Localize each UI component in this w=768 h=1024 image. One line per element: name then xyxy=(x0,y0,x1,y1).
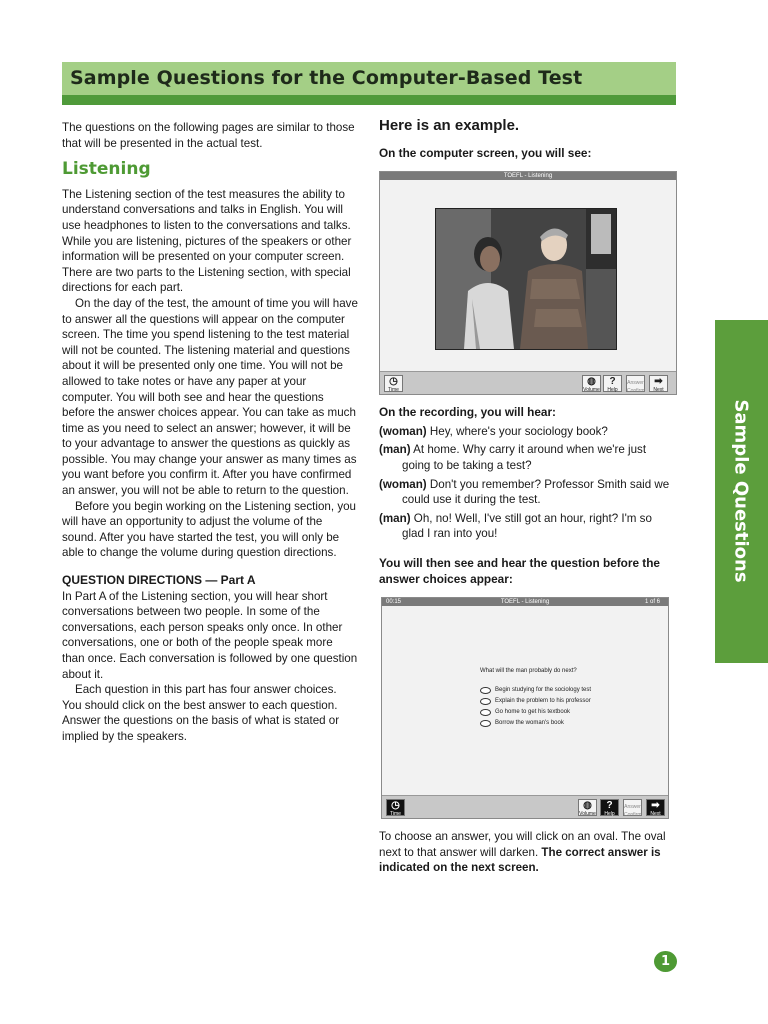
example-heading: Here is an example. xyxy=(379,117,520,134)
clock-icon: ◷ xyxy=(391,800,400,812)
speakers-photo xyxy=(435,208,617,350)
answer-confirm-button[interactable]: Answer Confirm xyxy=(626,375,645,392)
answer-option[interactable]: Explain the problem to his professor xyxy=(480,696,591,707)
left-column xyxy=(62,120,358,745)
recording-intro: On the recording, you will hear: xyxy=(379,405,556,420)
volume-icon: ◍ xyxy=(583,800,592,812)
question-text: What will the man probably do next? xyxy=(480,668,577,675)
dialog-line: (woman) Don't you remember? Professor Smith said we could use it during the test. xyxy=(379,477,670,507)
answer-option[interactable]: Go home to get his textbook xyxy=(480,707,591,718)
arrow-right-icon: ➡ xyxy=(654,376,663,388)
question-counter: 1 of 6 xyxy=(644,599,660,606)
oval-icon[interactable] xyxy=(480,687,491,694)
answer-option[interactable]: Begin studying for the sociology test xyxy=(480,685,591,696)
page-title: Sample Questions for the Computer-Based Test xyxy=(70,67,583,89)
screen-title: TOEFL - Listening xyxy=(500,599,550,606)
directions-paragraph-1: In Part A of the Listening section, you will hear short conversations between two people. In some of the conversations, each person speaks only once. In other conversations, one or both of the people speak more than once. Each conversation is followed by one question about it. xyxy=(62,589,358,681)
header-rule xyxy=(62,95,676,105)
help-button[interactable]: ? Help xyxy=(600,799,619,816)
answer-option[interactable]: Borrow the woman's book xyxy=(480,718,591,729)
closing-paragraph: To choose an answer, you will click on an oval. The oval next to that answer will darken. The correct answer is indicated on the next screen. xyxy=(379,830,666,875)
time-button[interactable]: ◷ Time xyxy=(384,375,403,392)
example-screen-question xyxy=(381,597,669,819)
page-number: 1 xyxy=(654,951,677,972)
dialog-line: (man) Oh, no! Well, I've still got an hour, right? I'm so glad I ran into you! xyxy=(379,511,652,541)
question-area xyxy=(480,666,591,729)
section-heading: Listening xyxy=(62,159,151,180)
time-button[interactable]: ◷ Time xyxy=(386,799,405,816)
directions-heading: QUESTION DIRECTIONS — Part A xyxy=(62,573,256,588)
volume-icon: ◍ xyxy=(587,376,596,388)
next-button[interactable]: ➡ Next xyxy=(646,799,665,816)
listening-paragraph-1: The Listening section of the test measures the ability to understand conversations and talks in English. You will use headphones to listen to the conversations and talks. While you are listening, pictures of the speakers or other information will be presented on your computer screen. There are two parts to the Listening section, with special directions for each part. xyxy=(62,187,352,295)
question-intro: You will then see and hear the question before the answer choices appear: xyxy=(379,555,660,586)
help-icon: ? xyxy=(606,800,613,812)
volume-button[interactable]: ◍ Volume xyxy=(579,800,596,818)
screen-intro: On the computer screen, you will see: xyxy=(379,145,592,160)
screen-toolbar xyxy=(380,371,676,394)
screen-title-bar xyxy=(380,172,676,180)
example-screen-photo xyxy=(379,171,677,395)
oval-icon[interactable] xyxy=(480,698,491,705)
right-column xyxy=(379,116,675,876)
screen-toolbar xyxy=(382,795,668,818)
screen-title: TOEFL - Listening xyxy=(503,173,553,180)
oval-icon[interactable] xyxy=(480,709,491,716)
timer: 00:15 xyxy=(386,599,402,606)
help-icon: ? xyxy=(609,376,616,388)
directions-paragraph-2: Each question in this part has four answer choices. You should click on the best answer to each question. Answer the questions on the basis of what is stated or implied by the speakers. xyxy=(62,683,340,743)
speakers-illustration xyxy=(436,209,616,349)
side-tab-label: Sample Questions xyxy=(730,399,752,583)
listening-paragraph-3: Before you begin working on the Listening section, you will have an opportunity to adjust the volume of the sound. After you have started the test, you will only be able to change the volume during question directions. xyxy=(62,499,357,560)
dialog-line: (woman) Hey, where's your sociology book? xyxy=(379,424,608,438)
arrow-right-icon: ➡ xyxy=(651,800,660,812)
screen-title-bar xyxy=(382,598,668,606)
help-button[interactable]: ? Help xyxy=(603,375,622,392)
answer-confirm-button[interactable]: Answer Confirm xyxy=(623,799,642,816)
dialog-line: (man) At home. Why carry it around when we're just going to be taking a test? xyxy=(379,443,647,472)
volume-button[interactable]: ◍ Volume xyxy=(583,376,600,394)
clock-icon: ◷ xyxy=(389,376,398,388)
next-button[interactable]: ➡ Next xyxy=(649,375,668,392)
oval-icon[interactable] xyxy=(480,720,491,727)
listening-paragraph-2: On the day of the test, the amount of time you will have to answer all the questions will appear on the computer screen. The time you spend listening to the test material will not be counted. The listening material and questions about it will be presented only one time. You will not be allowed to take notes or have any paper at your computer. You will both see and hear the questions before the answer choices appear. You can take as much time as you need to select an answer; however, it will be to your advantage to answer the questions as quickly as possible. You may change your answer as many times as you want before you confirm it. After you have confirmed an answer, you will not be able to return to the question. xyxy=(62,296,358,498)
intro-paragraph: The questions on the following pages are similar to those that will be presented in the actual test. xyxy=(62,121,355,150)
